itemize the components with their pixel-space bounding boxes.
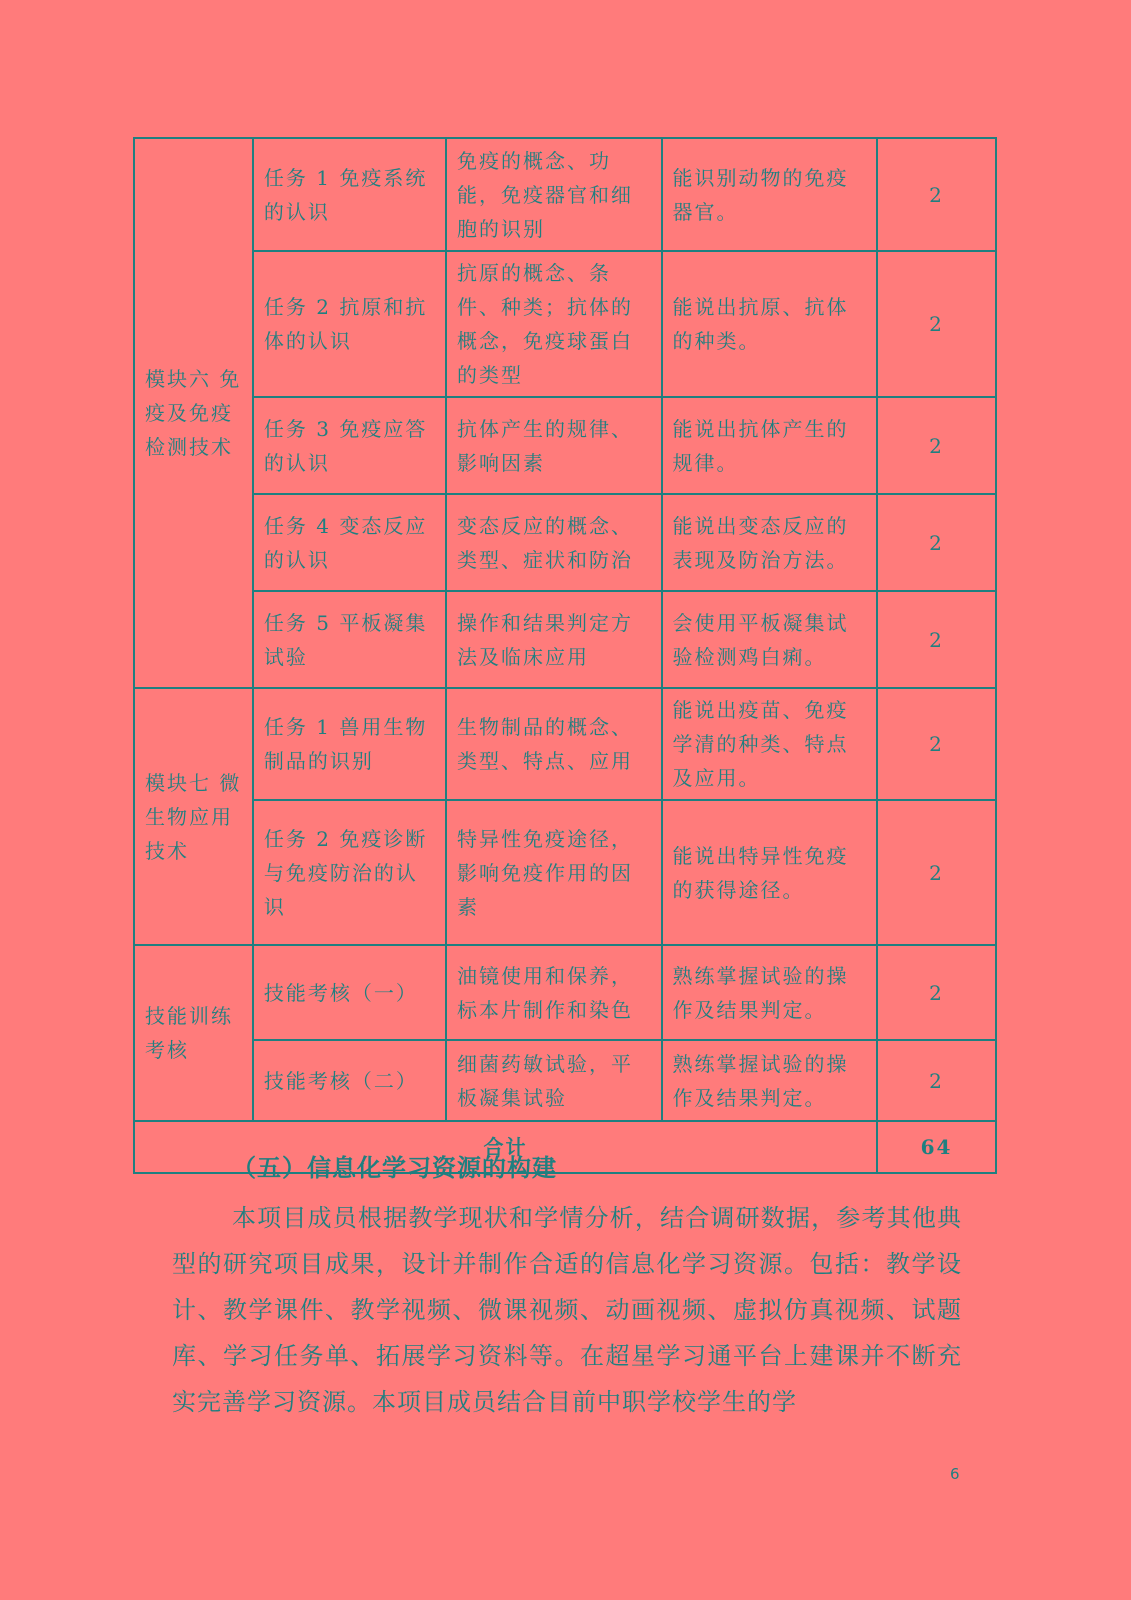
task-cell: 任务 1 免疫系统的认识	[253, 138, 446, 251]
content-cell: 细菌药敏试验，平板凝集试验	[446, 1040, 662, 1121]
content-cell: 免疫的概念、功能，免疫器官和细胞的识别	[446, 138, 662, 251]
hours-cell: 2	[877, 251, 996, 397]
section-heading: （五）信息化学习资源的构建	[232, 1154, 557, 1182]
table-row	[134, 800, 996, 945]
page-number: 6	[950, 1465, 960, 1483]
hours-cell: 2	[877, 138, 996, 251]
goal-cell: 能识别动物的免疫器官。	[662, 138, 878, 251]
total-label: 合计	[134, 1121, 877, 1173]
hours-cell: 2	[877, 591, 996, 688]
content-cell: 变态反应的概念、类型、症状和防治	[446, 494, 662, 591]
hours-cell: 2	[877, 945, 996, 1040]
content-cell: 抗原的概念、条件、种类；抗体的概念，免疫球蛋白的类型	[446, 251, 662, 397]
content-cell: 生物制品的概念、类型、特点、应用	[446, 688, 662, 800]
body-paragraph: 本项目成员根据教学现状和学情分析，结合调研数据，参考其他典型的研究项目成果，设计并制作合适的信息化学习资源。包括：教学设计、教学课件、教学视频、微课视频、动画视频、虚拟仿真视频、试题库、学习任务单、拓展学习资料等。在超星学习通平台上建课并不断充实完善学习资源。本项目成员结合目前中职学校学生的学	[172, 1204, 962, 1416]
goal-cell: 能说出抗体产生的规律。	[662, 397, 878, 494]
goal-cell: 能说出疫苗、免疫学清的种类、特点及应用。	[662, 688, 878, 800]
table-row	[134, 688, 996, 800]
task-cell: 任务 2 免疫诊断与免疫防治的认识	[253, 800, 446, 945]
table-row	[134, 251, 996, 397]
content-cell: 特异性免疫途径，影响免疫作用的因素	[446, 800, 662, 945]
table-row	[134, 591, 996, 688]
hours-cell: 2	[877, 688, 996, 800]
hours-cell: 2	[877, 800, 996, 945]
goal-cell: 能说出变态反应的表现及防治方法。	[662, 494, 878, 591]
table-row	[134, 945, 996, 1040]
goal-cell: 能说出特异性免疫的获得途径。	[662, 800, 878, 945]
task-cell: 任务 3 免疫应答的认识	[253, 397, 446, 494]
hours-cell: 2	[877, 1040, 996, 1121]
task-cell: 技能考核（一）	[253, 945, 446, 1040]
module-cell: 模块六 免疫及免疫检测技术	[134, 138, 253, 688]
hours-cell: 2	[877, 494, 996, 591]
task-cell: 任务 5 平板凝集试验	[253, 591, 446, 688]
content-cell: 油镜使用和保养，标本片制作和染色	[446, 945, 662, 1040]
module-cell: 技能训练考核	[134, 945, 253, 1121]
table-row	[134, 397, 996, 494]
task-cell: 技能考核（二）	[253, 1040, 446, 1121]
goal-cell: 熟练掌握试验的操作及结果判定。	[662, 1040, 878, 1121]
task-cell: 任务 4 变态反应的认识	[253, 494, 446, 591]
table-row	[134, 494, 996, 591]
goal-cell: 会使用平板凝集试验检测鸡白痢。	[662, 591, 878, 688]
task-cell: 任务 2 抗原和抗体的认识	[253, 251, 446, 397]
table-row	[134, 138, 996, 251]
task-cell: 任务 1 兽用生物制品的识别	[253, 688, 446, 800]
table-row	[134, 1040, 996, 1121]
content-cell: 抗体产生的规律、影响因素	[446, 397, 662, 494]
hours-cell: 2	[877, 397, 996, 494]
total-value: 64	[877, 1121, 996, 1173]
content-cell: 操作和结果判定方法及临床应用	[446, 591, 662, 688]
course-schedule-table	[133, 137, 997, 1174]
goal-cell: 能说出抗原、抗体的种类。	[662, 251, 878, 397]
goal-cell: 熟练掌握试验的操作及结果判定。	[662, 945, 878, 1040]
module-cell: 模块七 微生物应用技术	[134, 688, 253, 945]
